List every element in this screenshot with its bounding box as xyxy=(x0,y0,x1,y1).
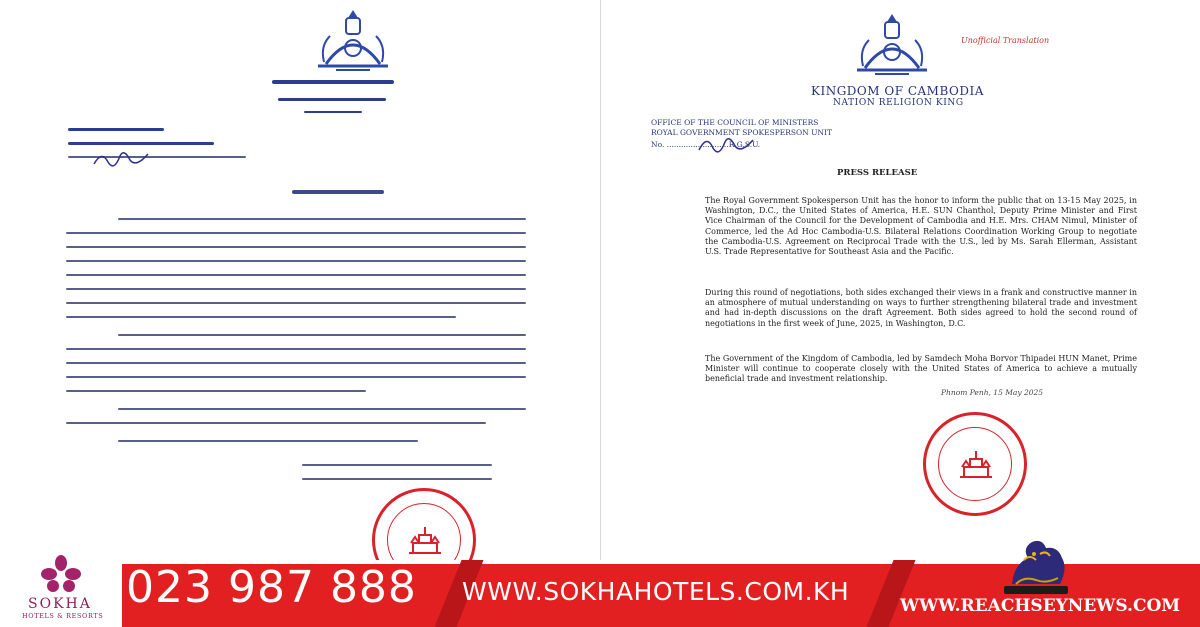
angkor-temple-icon xyxy=(405,525,445,555)
official-red-seal xyxy=(372,488,476,560)
press-release-title: PRESS RELEASE xyxy=(837,168,918,178)
reachsey-lion-logo-icon xyxy=(1002,540,1074,586)
office-khmer-line-2 xyxy=(68,142,214,145)
khmer-press-release xyxy=(0,0,600,560)
khmer-closing-line xyxy=(118,440,418,442)
body-paragraph-2: During this round of negotiations, both sides exchanged their views in a frank and constructive manner in an atmosphere of mutual understanding on ways to further strengthening bilateral trade and investment and had in-depth discussions on the draft Agreement. Both sides agreed to hold the second round of negotiations in the first week of June, 2025, in Washington, D.C. xyxy=(705,288,1137,328)
english-press-release xyxy=(600,0,1200,560)
hotel-brand-name: SOKHA xyxy=(28,596,92,612)
motto-khmer-line xyxy=(278,98,386,101)
news-website-link[interactable]: WWW.REACHSEYNEWS.COM xyxy=(900,596,1181,616)
motto-heading: NATION RELIGION KING xyxy=(833,98,964,108)
kingdom-khmer-heading xyxy=(272,80,394,84)
handwritten-signature-icon xyxy=(92,146,152,170)
body-paragraph-1: The Royal Government Spokesperson Unit has the honor to inform the public that on 13-15 May 2025, in Washington, D.C., the United States of America, H.E. SUN Chanthol, Deputy Prime Minister and First Vice Chairman of the Council for the Development of Cambodia and H.E. Mrs. CHAM Nimul, Minister of Commerce, led the Ad Hoc Cambodia-U.S. Bilateral Relations Coordination Working Group to negotiate the Cambodia-U.S. Agreement on Reciprocal Trade with the U.S., led by Ms. Sarah Ellerman, Assistant U.S. Trade Representative for Southeast Asia and the Pacific. xyxy=(705,196,1137,257)
khmer-date-line-1 xyxy=(302,464,492,466)
angkor-temple-icon xyxy=(956,449,996,479)
hotel-brand-subtitle: HOTELS & RESORTS xyxy=(22,612,104,620)
khmer-date-line-2 xyxy=(302,478,492,480)
reachsey-khmer-wordmark xyxy=(1004,586,1068,594)
royal-emblem-icon xyxy=(306,6,400,76)
sokha-logo[interactable] xyxy=(0,548,122,627)
office-line-1: OFFICE OF THE COUNCIL OF MINISTERS xyxy=(651,118,819,127)
orchid-flower-icon xyxy=(40,554,82,594)
office-line-2: ROYAL GOVERNMENT SPOKESPERSON UNIT xyxy=(651,128,832,137)
body-paragraph-3: The Government of the Kingdom of Cambodia, led by Samdech Moha Borvor Thipadei HUN Manet, Prime Minister will continue to cooperate closely with the United States of America to achieve a mutually beneficial trade and investment relationship. xyxy=(705,354,1137,384)
hotel-phone-number[interactable]: 023 987 888 xyxy=(126,562,417,613)
royal-emblem-icon xyxy=(845,10,939,80)
title-khmer-press-release xyxy=(292,190,384,194)
unofficial-translation-label: Unofficial Translation xyxy=(961,36,1050,45)
kingdom-heading: KINGDOM OF CAMBODIA xyxy=(811,84,984,98)
office-khmer-line-1 xyxy=(68,128,164,131)
hotel-website-link[interactable]: WWW.SOKHAHOTELS.COM.KH xyxy=(462,577,850,606)
motto-ornament xyxy=(304,111,362,113)
official-red-seal xyxy=(923,412,1027,516)
reference-number: No. ..........................R.G.S.U. xyxy=(651,140,761,149)
handwritten-signature-icon xyxy=(697,130,757,158)
date-line: Phnom Penh, 15 May 2025 xyxy=(941,388,1044,397)
